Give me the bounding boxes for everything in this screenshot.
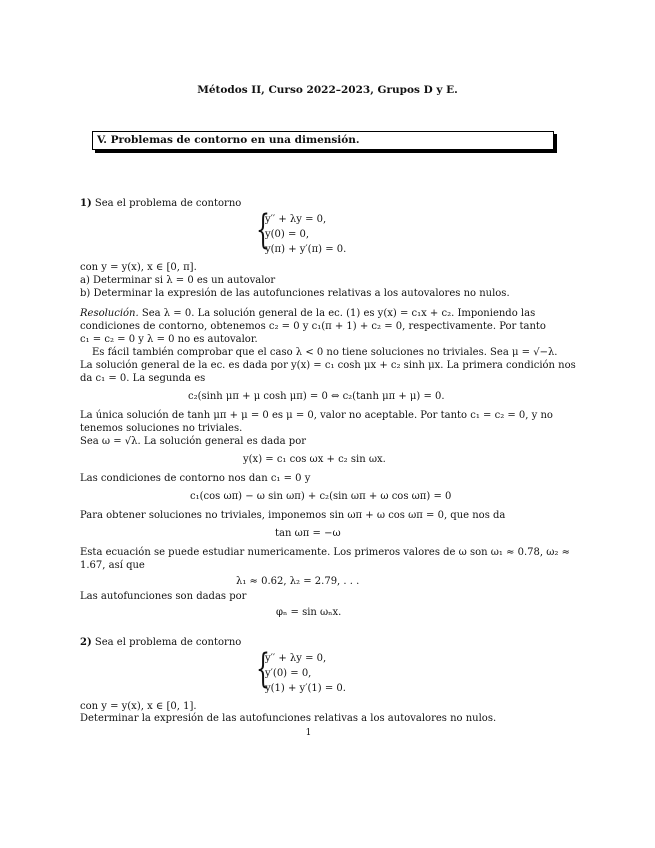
- problem-2-intro-text: Sea el problema de contorno: [94, 637, 242, 648]
- section-title: V. Problemas de contorno en una dimensión.: [97, 134, 360, 146]
- problem-1-task-b: b) Determinar la expresión de las autofunciones relativas a los autovalores no nulos.: [80, 288, 510, 299]
- resolution-label: Resolución.: [80, 308, 139, 319]
- problem-2-domain: con y = y(x), x ∈ [0, 1].: [80, 701, 197, 712]
- equation-general-solution: y(x) = c₁ cos ωx + c₂ sin ωx.: [243, 454, 386, 465]
- problem-1-intro-text: Sea el problema de contorno: [94, 198, 242, 209]
- resolution-line-10: Sea ω = √λ. La solución general es dada por: [80, 436, 307, 447]
- problem-2-number: 2): [80, 637, 92, 648]
- resolution-line-3: c₁ = c₂ = 0 y λ = 0 no es autovalor.: [80, 334, 258, 345]
- section-heading-box: [92, 131, 554, 150]
- problem-2-intro: [80, 637, 241, 649]
- resolution-line-17: 1.67, así que: [80, 560, 145, 571]
- resolution-line-8: La única solución de tanh μπ + μ = 0 es μ = 0, valor no aceptable. Por tanto c₁ = c₂ = 0, y no: [80, 410, 553, 421]
- document-title: Métodos II, Curso 2022–2023, Grupos D y E.: [197, 84, 458, 96]
- problem-1-number: 1): [80, 198, 92, 209]
- resolution-text: Sea λ = 0. La solución general de la ec. (1) es y(x) = c₁x + c₂. Imponiendo las: [141, 308, 536, 319]
- resolution-line-14: Para obtener soluciones no triviales, imponemos sin ωπ + ω cos ωπ = 0, que nos da: [80, 510, 506, 521]
- system-2-eq-1: y′′ + λy = 0,: [265, 653, 327, 664]
- system-1-brace: {: [256, 207, 270, 253]
- equation-sinh: c₂(sinh μπ + μ cosh μπ) = 0 ⇔ c₂(tanh μπ + μ) = 0.: [188, 391, 445, 402]
- equation-conditions: c₁(cos ωπ) − ω sin ωπ) + c₂(sin ωπ + ω cos ωπ) = 0: [190, 491, 452, 502]
- problem-1-domain: con y = y(x), x ∈ [0, π].: [80, 262, 197, 273]
- system-1-eq-3: y(π) + y′(π) = 0.: [265, 244, 347, 255]
- system-1-eq-1: y′′ + λy = 0,: [265, 214, 327, 225]
- resolution-line-19: Las autofunciones son dadas por: [80, 591, 247, 602]
- problem-1-intro: [80, 198, 241, 210]
- resolution-line-16: Esta ecuación se puede estudiar numericamente. Los primeros valores de ω son ω₁ ≈ 0.78, ω₂ ≈: [80, 547, 570, 558]
- system-1-eq-2: y(0) = 0,: [265, 229, 310, 240]
- resolution-line-5: La solución general de la ec. es dada por y(x) = c₁ cosh μx + c₂ sinh μx. La primera condición nos: [80, 360, 576, 371]
- resolution-line-9: tenemos soluciones no triviales.: [80, 423, 243, 434]
- resolution-line-2: condiciones de contorno, obtenemos c₂ = 0 y c₁(π + 1) + c₂ = 0, respectivamente. Por tanto: [80, 321, 546, 332]
- equation-eigenvalues: λ₁ ≈ 0.62, λ₂ = 2.79, . . .: [236, 576, 360, 587]
- problem-2-task: Determinar la expresión de las autofunciones relativas a los autovalores no nulos.: [80, 713, 497, 724]
- equation-eigenfunctions: φₙ = sin ωₙx.: [276, 607, 342, 618]
- resolution-line-1: [80, 308, 535, 320]
- system-2-eq-3: y(1) + y′(1) = 0.: [265, 683, 346, 694]
- system-2-eq-2: y′(0) = 0,: [265, 668, 312, 679]
- equation-tan: tan ωπ = −ω: [275, 528, 341, 539]
- system-2-brace: {: [256, 646, 270, 692]
- page-number: 1: [305, 728, 312, 738]
- resolution-line-4: Es fácil también comprobar que el caso λ < 0 no tiene soluciones no triviales. Sea μ = √−λ.: [92, 347, 558, 358]
- resolution-line-6: da c₁ = 0. La segunda es: [80, 373, 206, 384]
- resolution-line-12: Las condiciones de contorno nos dan c₁ = 0 y: [80, 473, 311, 484]
- problem-1-task-a: a) Determinar si λ = 0 es un autovalor: [80, 275, 276, 286]
